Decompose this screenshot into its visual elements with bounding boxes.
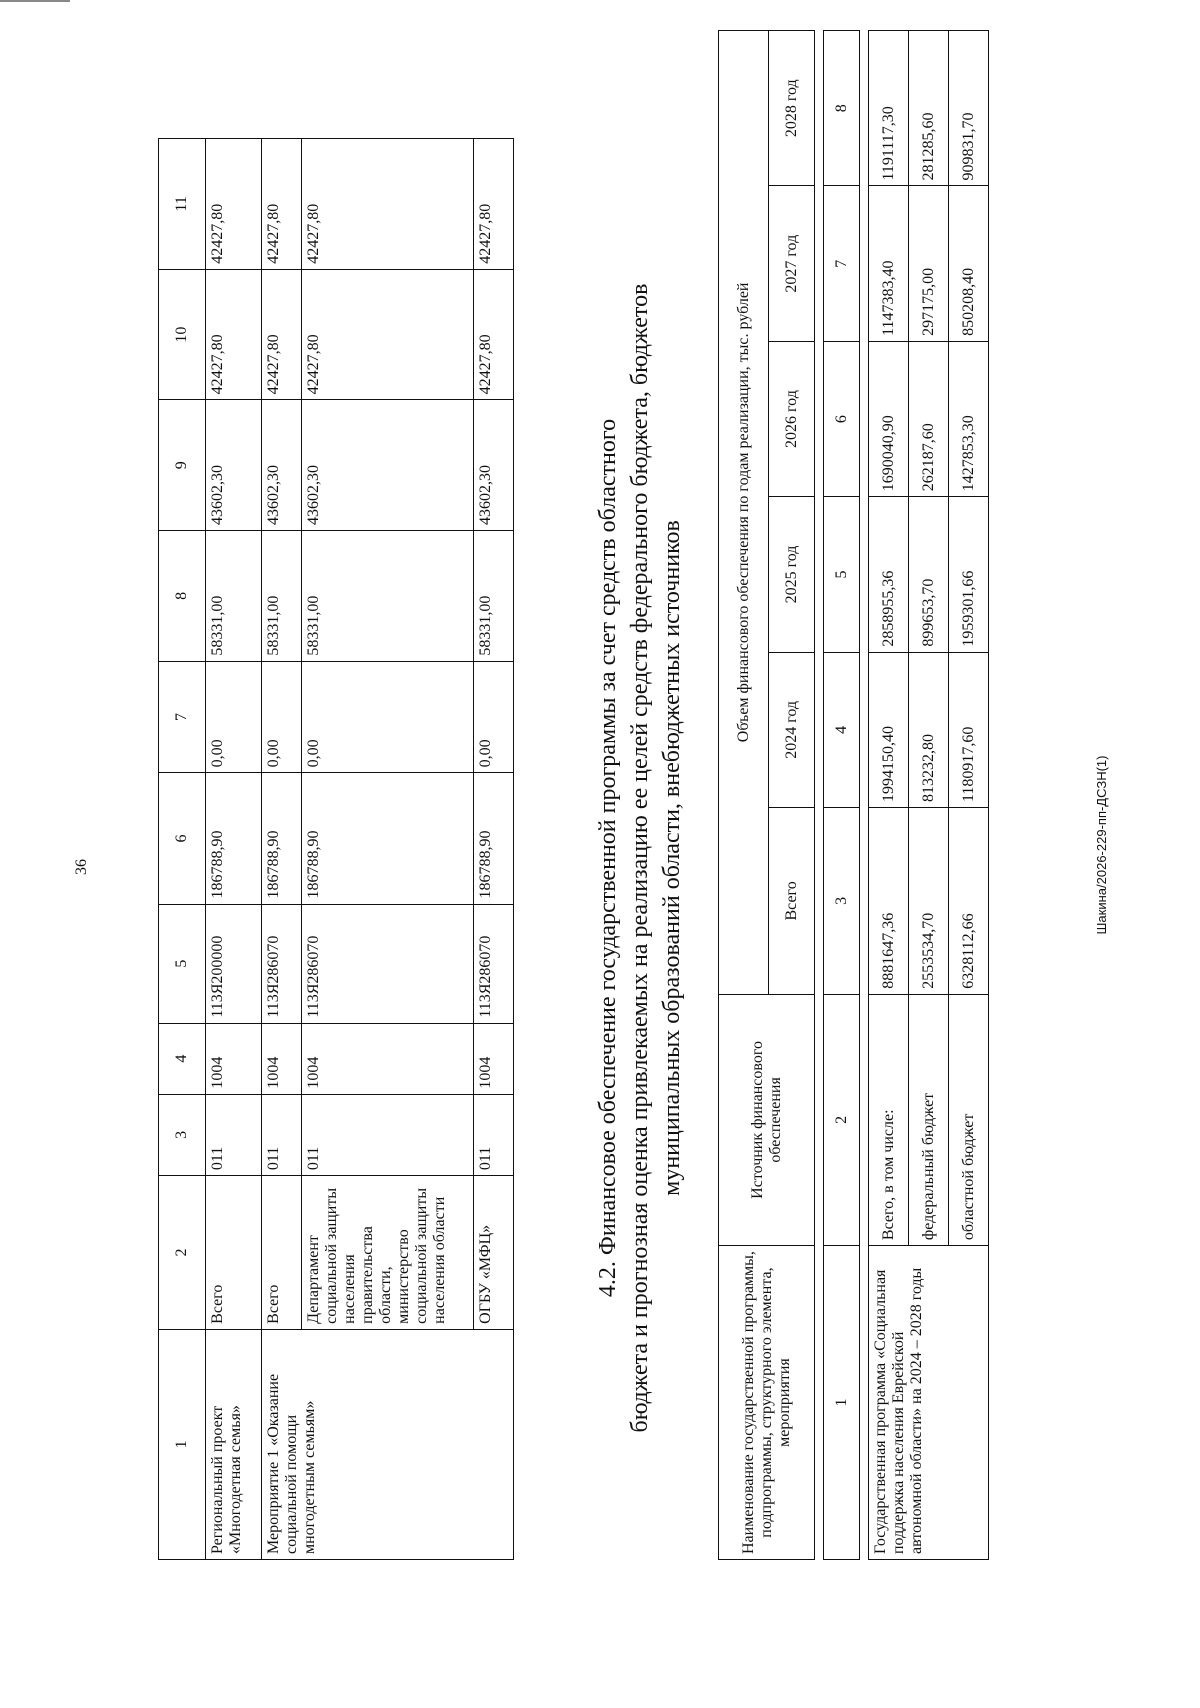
col-number: 4 [159, 1023, 206, 1094]
cell-value: 42427,80 [206, 269, 262, 400]
cell-section: 1004 [302, 1023, 474, 1094]
cell-value: 42427,80 [206, 139, 262, 270]
funding-source-cell: федеральный бюджет [909, 994, 949, 1245]
table-spacer [815, 31, 824, 1560]
cell-value: 909831,70 [949, 31, 989, 186]
col-number: 2 [824, 994, 860, 1245]
cell-value: 42427,80 [474, 139, 514, 270]
cell-value: 1147383,40 [869, 186, 909, 341]
cell-target-article: 113Я200000 [206, 904, 262, 1023]
row-executor: ОГБУ «МФЦ» [474, 1176, 514, 1330]
cell-value: 58331,00 [206, 531, 262, 662]
cell-section: 1004 [206, 1023, 262, 1094]
cell-grbs: 011 [302, 1094, 474, 1176]
row-name: Мероприятие 1 «Оказание социальной помощи многодетным семьям» [262, 1329, 514, 1559]
cell-value: 1427853,30 [949, 341, 989, 496]
col-number: 1 [159, 1329, 206, 1559]
cell-grbs: 011 [206, 1094, 262, 1176]
section-heading-line: муниципальных образований области, внебюджетных источников [659, 520, 685, 1196]
cell-value: 1994150,40 [869, 652, 909, 807]
cell-value: 43602,30 [474, 400, 514, 531]
col-number: 5 [824, 497, 860, 652]
cell-value: 42427,80 [302, 139, 474, 270]
col-number: 8 [824, 31, 860, 186]
cell-section: 1004 [262, 1023, 302, 1094]
row-executor: Всего [206, 1176, 262, 1330]
cell-value: 850208,40 [949, 186, 989, 341]
cell-value: 6328112,66 [949, 808, 989, 995]
cell-value: 0,00 [302, 661, 474, 773]
col-header-year: 2026 год [769, 341, 815, 496]
col-number: 1 [824, 1246, 860, 1560]
cell-value: 186788,90 [206, 773, 262, 904]
table-row [869, 31, 909, 1560]
col-header-year: 2028 год [769, 31, 815, 186]
cell-value: 58331,00 [262, 531, 302, 662]
cell-value: 0,00 [474, 661, 514, 773]
col-number: 10 [159, 269, 206, 400]
page-number: 36 [73, 859, 90, 875]
cell-value: 42427,80 [262, 269, 302, 400]
cell-value: 1959301,66 [949, 497, 989, 652]
cell-value: 262187,60 [909, 341, 949, 496]
col-number: 6 [159, 773, 206, 904]
cell-value: 281285,60 [909, 31, 949, 186]
col-header-total: Всего [769, 808, 815, 995]
col-header-funding-volume: Объем финансового обеспечения по годам реализации, тыс. рублей [719, 31, 769, 995]
document-footer-code: Шакина/2026-229-пп-ДСЗН(1) [1094, 755, 1109, 935]
cell-section: 1004 [474, 1023, 514, 1094]
col-number: 8 [159, 531, 206, 662]
col-number: 3 [824, 808, 860, 995]
cell-value: 1180917,60 [949, 652, 989, 807]
cell-value: 2553534,70 [909, 808, 949, 995]
row-executor: Департамент социальной защиты населения правительства области, министерство социальной защиты населения области [302, 1176, 474, 1330]
col-number: 5 [159, 904, 206, 1023]
spacer-cell [860, 31, 869, 1560]
cell-value: 2858955,36 [869, 497, 909, 652]
row-name: Региональный проект «Многодетная семья» [206, 1329, 262, 1559]
col-header-year: 2024 год [769, 652, 815, 807]
cell-value: 43602,30 [262, 400, 302, 531]
table-row [206, 139, 262, 1560]
row-executor: Всего [262, 1176, 302, 1330]
cell-value: 1690040,90 [869, 341, 909, 496]
column-number-row [824, 31, 860, 1560]
cell-grbs: 011 [262, 1094, 302, 1176]
cell-value: 8881647,36 [869, 808, 909, 995]
cell-value: 186788,90 [302, 773, 474, 904]
cell-target-article: 113Я286070 [262, 904, 302, 1023]
column-number-row [159, 139, 206, 1560]
section-heading [592, 128, 688, 1588]
col-number: 9 [159, 400, 206, 531]
budget-table-continued [158, 138, 514, 1560]
cell-value: 1191117,30 [869, 31, 909, 186]
funding-source-cell: Всего, в том числе: [869, 994, 909, 1245]
table-header-row [719, 31, 769, 1560]
financing-table [718, 30, 989, 1560]
cell-value: 58331,00 [474, 531, 514, 662]
funding-source-cell: областной бюджет [949, 994, 989, 1245]
cell-value: 186788,90 [474, 773, 514, 904]
col-header-program-name: Наименование государственной программы, подпрограммы, структурного элемента, мероприятия [719, 1246, 815, 1560]
cell-value: 0,00 [206, 661, 262, 773]
cell-target-article: 113Я286070 [302, 904, 474, 1023]
cell-value: 42427,80 [262, 139, 302, 270]
cell-value: 58331,00 [302, 531, 474, 662]
col-header-funding-source: Источник финансового обеспечения [719, 994, 815, 1245]
col-number: 3 [159, 1094, 206, 1176]
table-row [262, 139, 302, 1560]
cell-value: 813232,80 [909, 652, 949, 807]
cell-value: 297175,00 [909, 186, 949, 341]
cell-value: 186788,90 [262, 773, 302, 904]
program-name-cell: Государственная программа «Социальная поддержка населения Еврейской автономной области» на 2024 – 2028 годы [869, 1246, 989, 1560]
cell-value: 43602,30 [206, 400, 262, 531]
cell-value: 42427,80 [302, 269, 474, 400]
col-number: 2 [159, 1176, 206, 1330]
col-header-year: 2027 год [769, 186, 815, 341]
cell-value: 43602,30 [302, 400, 474, 531]
col-number: 6 [824, 341, 860, 496]
cell-target-article: 113Я286070 [474, 904, 514, 1023]
col-number: 11 [159, 139, 206, 270]
spacer-cell [815, 31, 824, 1560]
col-number: 7 [159, 661, 206, 773]
col-number: 7 [824, 186, 860, 341]
table-spacer [860, 31, 869, 1560]
col-number: 4 [824, 652, 860, 807]
cell-value: 0,00 [262, 661, 302, 773]
cell-value: 42427,80 [474, 269, 514, 400]
cell-value: 899653,70 [909, 497, 949, 652]
section-heading-line: 4.2. Финансовое обеспечение государственной программы за счет средств областного [595, 418, 621, 1298]
cell-grbs: 011 [474, 1094, 514, 1176]
col-header-year: 2025 год [769, 497, 815, 652]
section-heading-line: бюджета и прогнозная оценка привлекаемых на реализацию ее целей средств федерального бюджета, бюджетов [627, 283, 653, 1433]
